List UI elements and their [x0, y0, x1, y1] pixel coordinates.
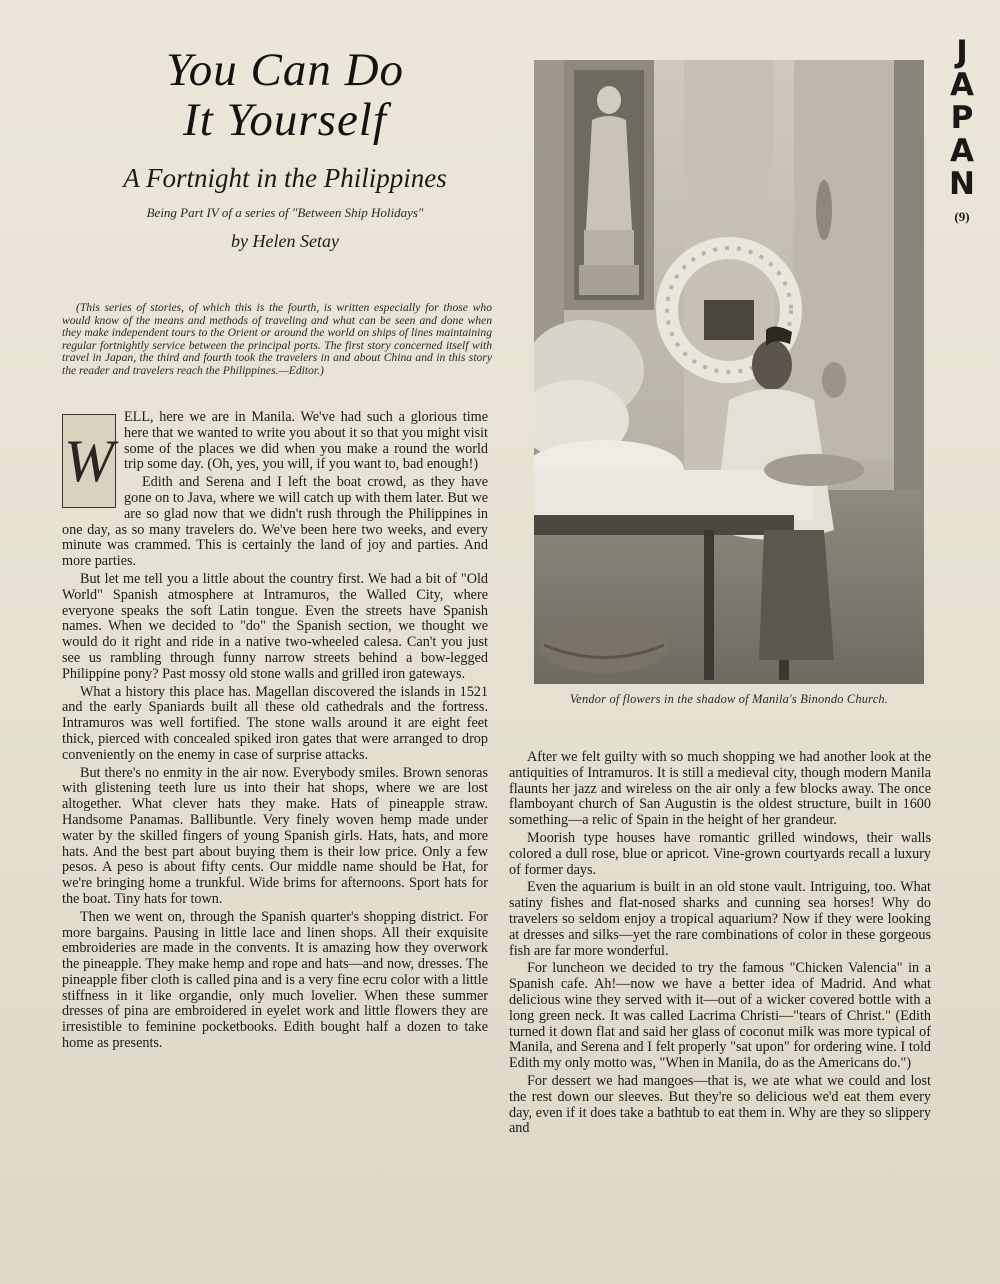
- running-head-letter: P: [950, 100, 974, 136]
- editor-note: (This series of stories, of which this is the fourth, is written especially for those who would know of the means and methods of traveling and what can be seen and done when they make independent tours to the Orient or around the world on ships of lines maintaining regular fortnightly service between the principal ports. The first story concerned itself with travel in Japan, the third and fourth took the travelers in and about China and in this story the reader and travelers reach the Philippines.—Editor.): [62, 301, 492, 377]
- photo-illustration: [534, 60, 924, 684]
- page-number: (9): [954, 209, 970, 224]
- running-head-letter: N: [949, 166, 975, 202]
- paragraph: ELL, here we are in Manila. We've had such a glorious time here that we wanted to write you about it so that you might visit some of the places we did when you make a round the world trip some day. (Oh, yes, you will, if you want to, bad enough!): [124, 409, 488, 473]
- paragraph: Edith and Serena and I left the boat crowd, as they have gone on to Java, where we will catch up with them later. But we are so glad now that we didn't rush through the Philippines in one day, as so many travelers do. We've been here two weeks, and every minute was crammed. This is certainly the land of joy and parties. And more parties.: [62, 474, 488, 570]
- paragraph: But there's no enmity in the air now. Everybody smiles. Brown senoras with glistening teeth lure us into their hat shops, where we are lost altogether. What clever hats they make. Hats of pineapple straw. Handsome Panamas. Ballibuntle. Very finely woven hemp made under water by the skilled fingers of young Spanish girls. Hats, hats, and more hats. And the best part about buying them is their low price. Only a few pesos. A peso is about fifty cents. Our middle name should be Hat, for we're bringing home a trunkful. Wide brims for afternoons. Sport hats for the boat. Tiny hats for town.: [62, 764, 488, 907]
- byline: by Helen Setay: [231, 231, 339, 251]
- running-head-letter: J: [956, 34, 968, 70]
- right-column: [509, 750, 931, 1139]
- running-head-letter: A: [950, 133, 974, 169]
- paragraph: Moorish type houses have romantic grilled windows, their walls colored a dull rose, blue or apricot. Vine-grown courtyards recall a luxury of former days.: [509, 829, 931, 878]
- running-head: [944, 36, 980, 225]
- running-head-letter: A: [950, 67, 974, 103]
- subtitle: A Fortnight in the Philippines: [123, 163, 447, 193]
- paragraph: But let me tell you a little about the country first. We had a bit of "Old World" Spanish atmosphere at Intramuros, the Walled City, where everyone speaks the soft Latin tongue. Even the streets have Spanish names. When we decided to "do" the Spanish section, we thought we would do it right and ride in a native two-wheeled calesa. Can't you just see us rambling through funny narrow streets behind a bow-legged Philippine pony? Past mossy old stone walls and grilled iron gateways.: [62, 570, 488, 682]
- photo-caption: Vendor of flowers in the shadow of Manila's Binondo Church.: [569, 692, 889, 706]
- series-line: Being Part IV of a series of "Between Ship Holidays": [146, 205, 424, 220]
- title-line-2: It Yourself: [183, 94, 387, 146]
- paragraph: Even the aquarium is built in an old stone vault. Intriguing, too. What satiny fishes and flat-nosed sharks and cunning sea horses! Why do travelers so seldom enjoy a tropical aquarium? Now if they were looking at dresses and silks—yet the rare combinations of color in these gorgeous fish are far more wonderful.: [509, 879, 931, 959]
- paragraph: Then we went on, through the Spanish quarter's shopping district. For more bargains. Pausing in little lace and linen shops. All their exquisite embroideries are made in the convents. It is amazing how they overwork the pineapple. They make hemp and rope and hats—and now, dresses. The pineapple fiber cloth is called pina and is a very fine ecru color with a little stiffness in it like organdie, only much lovelier. When these summer dresses of pina are embroidered in eyelet work and little flowers they are irresistible to feminine pocketbooks. Edith bought half a dozen to take home as presents.: [62, 908, 488, 1052]
- drop-cap-letter: W: [64, 428, 114, 494]
- title-block: [70, 45, 500, 252]
- drop-cap: [62, 414, 116, 508]
- paragraph: For luncheon we decided to try the famous "Chicken Valencia" in a Spanish cafe. Ah!—now we have a better idea of Madrid. And what delicious wine they served with it—out of a wicker covered bottle with a long green neck. It was called Lacrima Christi—"tears of Christ." (Edith turned it down flat and said her glass of coconut milk was more typical of Manila, and Serena and I felt properly "sat upon" for ordering wine. I told Edith my only motto was, "When in Manila, do as the Americans do."): [509, 960, 931, 1072]
- flower-vendor-photo: [534, 60, 924, 684]
- magazine-name: [944, 36, 980, 201]
- title-line-1: You Can Do: [165, 44, 405, 96]
- paragraph: After we felt guilty with so much shopping we had another look at the antiquities of Intramuros. It is still a medieval city, though modern Manila flaunts her jazz and wireless on the air only a few blocks away. The once flamboyant church of San Augustin is the oldest structure, built in 1600 something—a relic of Spain in the height of her grandeur.: [509, 749, 931, 829]
- left-column: [62, 410, 488, 1054]
- paragraph: For dessert we had mangoes—that is, we ate what we could and lost the rest down our sleeves. But they're so delicious we'd eat them every day, even if it does take a bathtub to eat them in. Why are they so slippery and: [509, 1072, 931, 1137]
- paragraph: What a history this place has. Magellan discovered the islands in 1521 and the early Spaniards built all these old cathedrals and the fortress. Intramuros was well fortified. The stone walls around it are eight feet thick, pierced with concealed spiked iron gates that were arranged to drop conveniently on the enemy in case of surprise attacks.: [62, 683, 488, 763]
